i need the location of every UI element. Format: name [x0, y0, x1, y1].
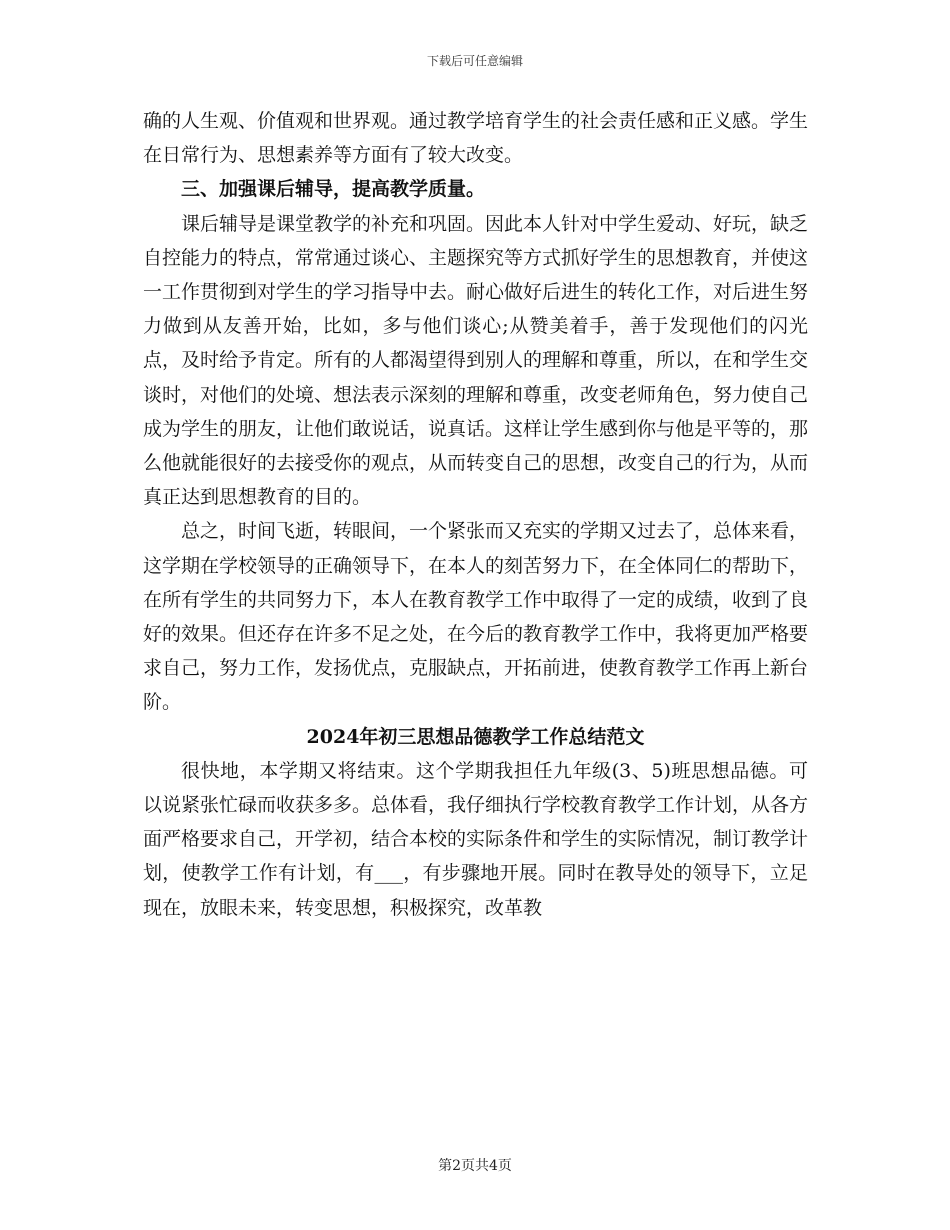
page-header: 下载后可任意编辑 — [426, 54, 523, 68]
paragraph-continuation: 确的人生观、价值观和世界观。通过教学培育学生的社会责任感和正义感。学生在日常行为、思想素养等方面有了较大改变。 — [143, 110, 809, 167]
page-number: 第2页共4页 — [438, 1158, 512, 1174]
document-body — [143, 104, 808, 925]
section-heading-3: 三、加强课后辅导，提高教学质量。 — [181, 178, 486, 201]
document-title: 2024年初三思想品德教学工作总结范文 — [306, 725, 645, 748]
paragraph-after-school-tutoring: 课后辅导是课堂教学的补充和巩固。因此本人针对中学生爱动、好玩，缺乏自控能力的特点，常常通过谈心、主题探究等方式抓好学生的思想教育，并使这一工作贯彻到对学生的学习指导中去。耐心做好后进生的转化工作，对后进生努力做到从友善开始，比如，多与他们谈心;从赞美着手，善于发现他们的闪光点，及时给予肯定。所有的人都渴望得到别人的理解和尊重，所以，在和学生交谈时，对他们的处境、想法表示深刻的理解和尊重，改变老师角色，努力使自己成为学生的朋友，让他们敢说话，说真话。这样让学生感到你与他是平等的，那么他就能很好的去接受你的观点，从而转变自己的思想，改变自己的行为，从而真正达到思想教育的目的。 — [143, 212, 809, 509]
paragraph-summary: 总之，时间飞逝，转眼间，一个紧张而又充实的学期又过去了，总体来看，这学期在学校领导的正确领导下，在本人的刻苦努力下，在全体同仁的帮助下，在所有学生的共同努力下，本人在教育教学工作中取得了一定的成绩，收到了良好的效果。但还存在许多不足之处，在今后的教育教学工作中，我将更加严格要求自己，努力工作，发扬优点，克服缺点，开拓前进，使教育教学工作再上新台阶。 — [143, 520, 809, 714]
paragraph-new-document-intro: 很快地，本学期又将结束。这个学期我担任九年级(3、5)班思想品德。可以说紧张忙碌而收获多多。总体看，我仔细执行学校教育教学工作计划，从各方面严格要求自己，开学初，结合本校的实际条件和学生的实际情况，制订教学计划，使教学工作有计划，有___，有步骤地开展。同时在教导处的领导下，立足现在，放眼未来，转变思想，积极探究，改革教 — [143, 759, 809, 919]
